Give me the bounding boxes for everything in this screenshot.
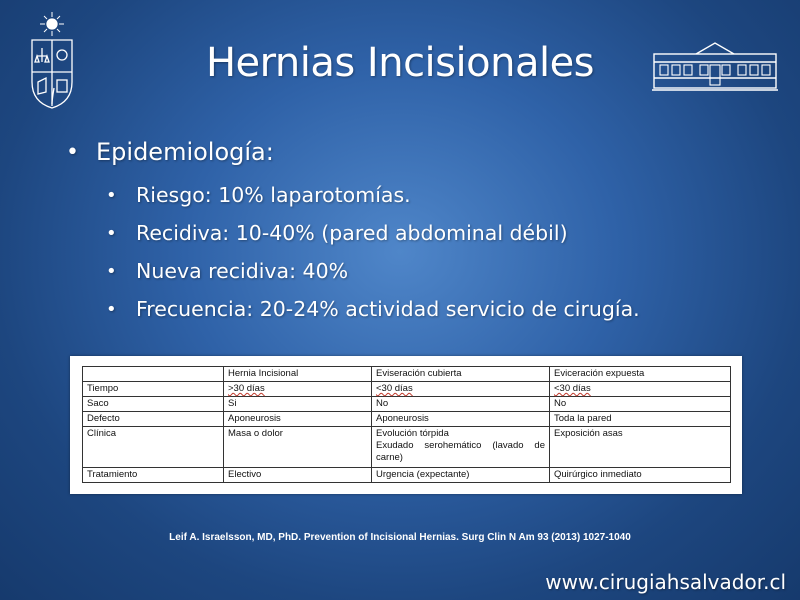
table-row-label: Saco [83,397,224,412]
table-row-label: Clínica [83,427,224,468]
table-cell: Quirúrgico inmediato [550,468,731,483]
slide-content [66,138,786,328]
table-cell-text: Exudado serohemático (lavado de carne) [376,440,545,463]
table-cell: No [550,397,731,412]
table-header-cell: Hernia Incisional [224,367,372,382]
table-cell [372,427,550,468]
table-row [83,412,731,427]
table-row [83,468,731,483]
table-cell-text: Evolución tórpida [376,428,449,439]
table-cell: Si [224,397,372,412]
table-cell: Masa o dolor [224,427,372,468]
table-cell-text: <30 días [376,383,413,394]
comparison-table-panel [70,356,742,494]
bullet-glyph: • [106,260,117,282]
website-url: www.cirugiahsalvador.cl [545,570,786,594]
table-row-label: Tratamiento [83,468,224,483]
table-header-cell: Eviseración cubierta [372,367,550,382]
sub-bullet-item [106,290,786,328]
comparison-table [82,366,731,483]
bullet-glyph: • [106,298,117,320]
table-row [83,427,731,468]
sub-bullet-label: Riesgo: 10% laparotomías. [136,183,411,207]
table-cell: Exposición asas [550,427,731,468]
citation-text: Leif A. Israelsson, MD, PhD. Prevention of Incisional Hernias. Surg Clin N Am 93 (2013) 1027-1040 [169,532,631,543]
table-row [83,382,731,397]
main-bullet-label: Epidemiología: [96,138,274,166]
table-cell: Urgencia (expectante) [372,468,550,483]
sub-bullet-item [106,176,786,214]
sub-bullet-list [66,176,786,328]
main-bullet [66,138,786,166]
table-header-cell: Eviceración expuesta [550,367,731,382]
sub-bullet-label: Recidiva: 10-40% (pared abdominal débil) [136,221,568,245]
table-header-cell [83,367,224,382]
bullet-glyph: • [106,184,117,206]
table-row [83,397,731,412]
table-cell: Toda la pared [550,412,731,427]
slide-title: Hernias Incisionales [205,40,595,86]
table-cell: No [372,397,550,412]
table-header-row [83,367,731,382]
table-cell-text: <30 días [554,383,591,394]
table-cell [372,382,550,397]
sub-bullet-label: Nueva recidiva: 40% [136,259,349,283]
bullet-glyph: • [106,222,117,244]
table-cell-text: >30 días [228,383,265,394]
sub-bullet-item [106,252,786,290]
table-cell: Aponeurosis [372,412,550,427]
bullet-glyph: • [66,139,79,165]
table-cell [224,382,372,397]
table-row-label: Defecto [83,412,224,427]
sub-bullet-item [106,214,786,252]
table-cell: Electivo [224,468,372,483]
table-cell: Aponeurosis [224,412,372,427]
sub-bullet-label: Frecuencia: 20-24% actividad servicio de cirugía. [136,297,640,321]
table-cell [550,382,731,397]
table-row-label: Tiempo [83,382,224,397]
